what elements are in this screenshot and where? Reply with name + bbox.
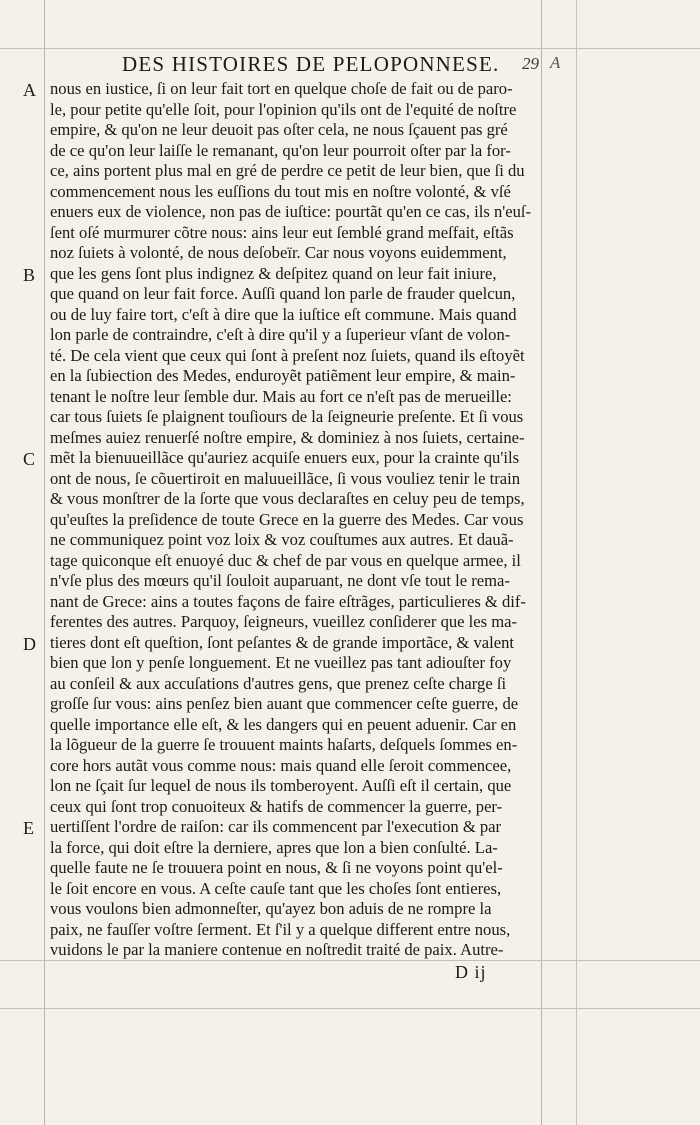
margin-letter-c: C (23, 449, 36, 469)
text-line: uertiſſent l'ordre de raiſon: car ils commencent par l'execution & par (50, 817, 502, 836)
text-line: qu'euſtes la preſidence de toute Grece en la guerre des Medes. Car vous (50, 509, 524, 529)
text-line: ferentes des autres. Parquoy, ſeigneurs, vueillez conſiderer que les ma- (50, 612, 518, 631)
text-line: meſmes auiez renuerſé noſtre empire, & dominiez à nos ſuiets, certaine- (50, 427, 525, 447)
outer-rule-line (576, 0, 577, 1125)
text-line: noz ſuiets à volonté, de nous deſobeïr. Car nous voyons euidemment, (50, 243, 507, 262)
page-header (44, 52, 541, 82)
text-line: ceux qui ſont trop conuoiteux & hatifs de commencer la guerre, per- (50, 796, 503, 816)
margin-letter-d: D (23, 634, 36, 654)
running-title: DES HISTOIRES DE PELOPONNESE. (122, 52, 500, 76)
text-line: en la ſubiection des Medes, enduroyẽt patiẽment leur empire, & main- (50, 366, 516, 385)
signature-mark: D ij (455, 962, 487, 982)
text-line: enuers eux de violence, non pas de iuſtice: pourtãt qu'en ce cas, ils n'euſ- (50, 202, 532, 221)
text-line: té. De cela vient que ceux qui ſont à preſent noz ſuiets, quand ils eſtoyẽt (50, 345, 525, 365)
text-line: nant de Grece: ains a toutes façons de faire eſtrãges, particulieres & dif- (50, 591, 526, 611)
text-line: lon parle de contraindre, c'eſt à dire qu'il y a ſuperieur vſant de volon- (50, 325, 511, 344)
text-line: le ſoit encore en vous. A ceſte cauſe tant que les choſes ſont entieres, (50, 878, 502, 898)
margin-letter-b: B (23, 265, 36, 285)
text-line: de ce qu'on leur laiſſe le remanant, qu'on leur pourroit oſter par la for- (50, 140, 511, 160)
text-line: core hors autãt vous comme nous: mais quand elle ſeroit commencee, (50, 755, 512, 775)
text-line: tieres dont eſt queſtion, ſont peſantes & de grande importãce, & valent (50, 632, 515, 652)
text-line: n'vſe plus des mœurs qu'il ſouloit auparuant, ne dont vſe tout le rema- (50, 571, 510, 590)
text-line: tenant le noſtre leur ſemble dur. Mais au fort ce n'eſt pas de merueille: (50, 386, 512, 406)
text-line: car tous ſuiets ſe plaignent touſiours de la ſeigneurie preſente. Et ſi vous (50, 407, 524, 426)
bottom-rule-line (0, 1008, 700, 1009)
text-line: ce, ains portent plus mal en gré de perdre ce petit de leur bien, que ſi du (50, 161, 525, 180)
text-line: la force, qui doit eſtre la derniere, apres que lon a bien conſulté. La- (50, 837, 498, 857)
text-line: nous en iustice, ſi on leur fait tort en quelque choſe de fait ou de paro- (50, 79, 513, 98)
text-line: & vous monſtrer de la ſorte que vous declaraſtes en celuy peu de temps, (50, 489, 525, 508)
text-line: ont de nous, ſe cõuertiroit en maluueillãce, ſi vous vouliez tenir le train (50, 468, 521, 488)
body-text (50, 79, 540, 961)
top-rule-line (0, 48, 700, 49)
margin-letter-a: A (23, 80, 36, 100)
text-line: mẽt la bienuueillãce qu'auriez acquiſe enuers eux, pour la crainte qu'ils (50, 448, 520, 467)
text-line: commencement nous les euſſions du tout mis en noſtre volonté, & vſé (50, 181, 511, 201)
text-line: bien que lon y penſe longuement. Et ne vueillez pas tant adiouſter foy (50, 653, 512, 672)
left-rule-line (44, 0, 45, 1125)
text-line: quelle importance elle eſt, & les dangers qui en peuent aduenir. Car en (50, 714, 517, 734)
text-line: le, pour petite qu'elle ſoit, pour l'opinion qu'ils ont de l'equité de noſtre (50, 99, 517, 119)
text-line: au conſeil & aux accuſations d'autres gens, que prenez ceſte charge ſi (50, 673, 507, 693)
text-line: que quand on leur fait force. Auſſi quand lon parle de frauder quelcun, (50, 284, 516, 303)
text-line: quelle faute ne ſe trouuera point en nous, & ſi ne voyons point qu'el- (50, 858, 503, 877)
margin-letter-e: E (23, 818, 34, 838)
folio-handwritten-note: A (550, 53, 561, 72)
right-rule-line (541, 0, 542, 1125)
folio-number: 29 (522, 54, 539, 73)
text-line: groſſe ſur vous: ains penſez bien auant que commencer ceſte guerre, de (50, 694, 519, 713)
text-line: vuidons le par la maniere contenue en noſtredit traité de paix. Autre- (50, 940, 504, 959)
text-line: que les gens ſont plus indignez & deſpitez quand on leur fait iniure, (50, 263, 497, 283)
text-line: tage quiconque eſt enuoyé duc & chef de par vous en quelque armee, il (50, 550, 521, 570)
text-line: ou de luy faire tort, c'eſt à dire que la iuſtice eſt commune. Mais quand (50, 304, 517, 324)
text-line: la lõgueur de la guerre ſe trouuent maints haſarts, deſquels ſommes en- (50, 735, 518, 754)
text-line: vous voulons bien admonneſter, qu'ayez bon aduis de ne rompre la (50, 899, 492, 918)
text-line: lon ne ſçait ſur lequel de nous ils tomberoyent. Auſſi eſt il certain, que (50, 776, 512, 795)
text-line: ſent oſé murmurer cõtre nous: ains leur eut ſemblé grand meſfait, eſtãs (50, 222, 514, 242)
text-line: empire, & qu'on ne leur deuoit pas oſter cela, ne nous ſçauent pas gré (50, 120, 508, 139)
text-line: paix, ne fauſſer voſtre ſerment. Et ſ'il y a quelque different entre nous, (50, 919, 511, 939)
text-line: ne communiquez point voz loix & voz couſtumes aux autres. Et dauã- (50, 530, 514, 549)
